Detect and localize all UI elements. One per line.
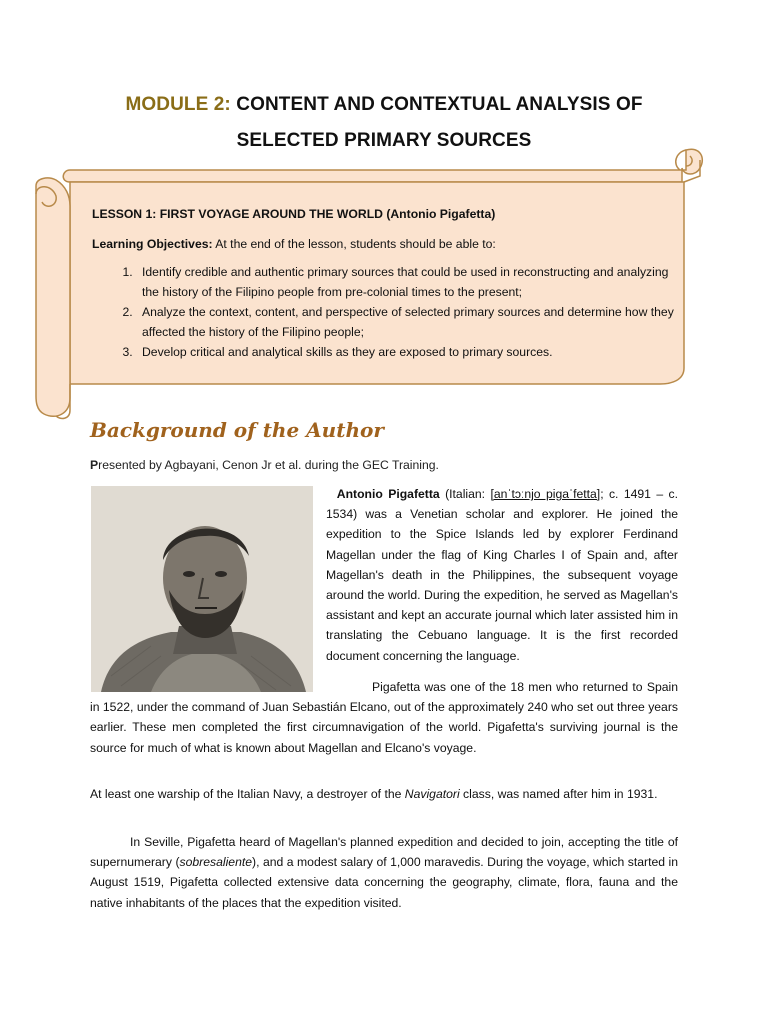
- module-title-text: CONTENT AND CONTEXTUAL ANALYSIS OF: [236, 94, 643, 115]
- italian-label: (Italian:: [439, 487, 491, 501]
- presented-text: resented by Agbayani, Cenon Jr et al. during the GEC Training.: [98, 458, 439, 472]
- objective-item: 3. Develop critical and analytical skills as they are exposed to primary sources.: [136, 342, 682, 362]
- author-name: Antonio Pigafetta: [336, 487, 440, 501]
- learning-objectives-intro: [92, 234, 682, 254]
- warship-text-b: class, was named after him in 1931.: [459, 787, 658, 801]
- module-title-line-2: SELECTED PRIMARY SOURCES: [236, 130, 532, 151]
- paragraph-seville: [90, 832, 678, 913]
- presented-by-line: [90, 458, 439, 472]
- objectives-list: [92, 262, 682, 362]
- module-label: MODULE 2:: [125, 94, 231, 115]
- objectives-label: Learning Objectives:: [92, 237, 213, 251]
- lesson-box: [92, 204, 682, 362]
- author-portrait-image: [91, 486, 313, 692]
- paragraph-return-voyage: [90, 677, 678, 758]
- seville-text-a: In Seville, Pigafetta heard of Magellan's planned expedition and decided to join, accepting the title of supernumerary (: [90, 835, 678, 870]
- paragraph-warship: [90, 784, 678, 804]
- supernumerary-spanish: sobresaliente: [179, 855, 253, 870]
- lesson-heading: LESSON 1: FIRST VOYAGE AROUND THE WORLD (Antonio Pigafetta): [92, 207, 496, 221]
- objective-item: 2. Analyze the context, content, and perspective of selected primary sources and determine how they affected the history of the Filipino people;: [136, 302, 682, 342]
- presented-initial: P: [90, 458, 99, 472]
- return-voyage-text: Pigafetta was one of the 18 men who returned to Spain in 1522, under the command of Juan Sebastián Elcano, out of the approximately 240 who set out three years earlier. These men completed the first circumnavigation of the world. Pigafetta's surviving journal is the source for much of what is known about Magellan and Elcano's voyage.: [90, 680, 678, 755]
- ipa-pronunciation: [anˈtɔːnjo pigaˈfetta]: [490, 487, 601, 501]
- warship-text-a: At least one warship of the Italian Navy, a destroyer of the: [90, 787, 405, 801]
- paragraph-author-intro: [326, 484, 678, 666]
- section-heading-background: Background of the Author: [90, 418, 384, 442]
- seville-text-b: ), and a modest salary of 1,000 maravedis. During the voyage, which started in August 1519, Pigafetta collected extensive data concerning the geography, climate, flora, fauna and the native inhabitants of the places that the expedition visited.: [90, 855, 678, 910]
- objective-item: 1. Identify credible and authentic primary sources that could be used in reconstructing and analyzing the history of the Filipino people from pre-colonial times to the present;: [136, 262, 682, 302]
- warship-class-name: Navigatori: [404, 787, 460, 801]
- author-intro-text: ; c. 1491 – c. 1534) was a Venetian scholar and explorer. He joined the expedition to the Spice Islands led by explorer Ferdinand Magellan under the flag of King Charles I of Spain and, after Magellan's death in the Philippines, the subsequent voyage around the world. During the expedition, he served as Magellan's assistant and kept an accurate journal which later assisted him in translating the Cebuano language. It is the first recorded document concerning the language.: [326, 487, 678, 663]
- objectives-intro-text: At the end of the lesson, students should be able to:: [212, 237, 496, 251]
